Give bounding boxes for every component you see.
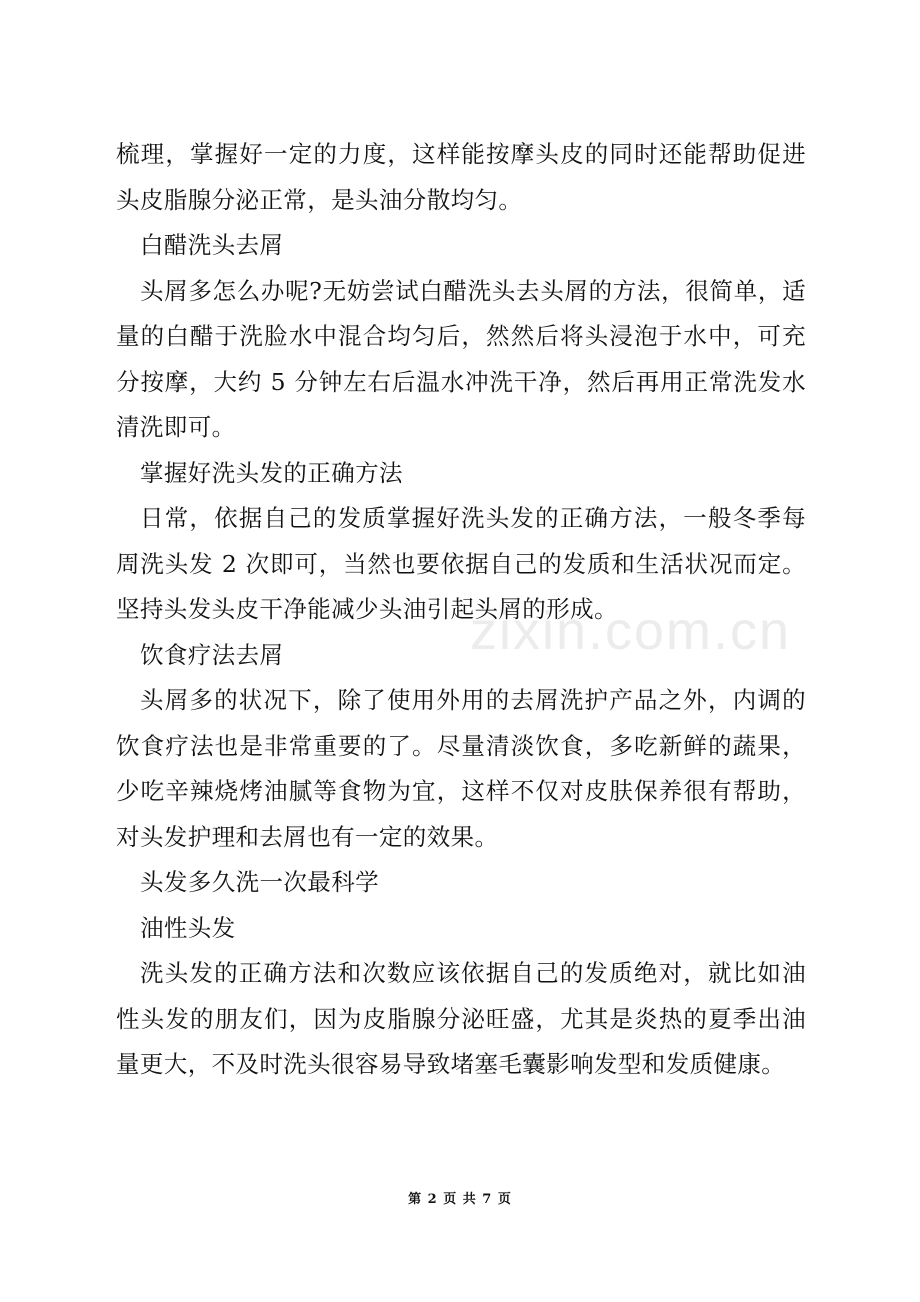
section-heading: 头发多久洗一次最科学 xyxy=(140,868,379,896)
section-heading: 掌握好洗头发的正确方法 xyxy=(140,458,403,487)
paragraph: 头屑多怎么办呢?无妨尝试白醋洗头去头屑的方法，很简单，适量的白醋于洗脸水中混合均匀后，然然后将头浸泡于水中，可充分按摩，大约 5 分钟左右后温水冲洗干净，然后再用正常洗发水清洗即可。 xyxy=(116,276,806,441)
section-heading: 白醋洗头去屑 xyxy=(140,231,284,259)
section-heading: 饮食疗法去屑 xyxy=(140,640,284,669)
document-body xyxy=(116,132,806,1088)
section-heading: 油性头发 xyxy=(140,913,236,942)
paragraph: 头屑多的状况下，除了使用外用的去屑洗护产品之外，内调的饮食疗法也是非常重要的了。尽量清淡饮食，多吃新鲜的蔬果，少吃辛辣烧烤油腻等食物为宜，这样不仅对皮肤保养很有帮助，对头发护理和去屑也有一定的效果。 xyxy=(116,686,806,851)
page-number-footer: 第 2 页 共 7 页 xyxy=(408,1192,512,1207)
paragraph: 梳理，掌握好一定的力度，这样能按摩头皮的同时还能帮助促进头皮脂腺分泌正常，是头油分散均匀。 xyxy=(116,140,806,214)
paragraph: 洗头发的正确方法和次数应该依据自己的发质绝对，就比如油性头发的朋友们，因为皮脂腺分泌旺盛，尤其是炎热的夏季出油量更大，不及时洗头很容易导致堵塞毛囊影响发型和发质健康。 xyxy=(116,959,806,1078)
paragraph: 日常，依据自己的发质掌握好洗头发的正确方法，一般冬季每周洗头发 2 次即可，当然也要依据自己的发质和生活状况而定。坚持头发头皮干净能减少头油引起头屑的形成。 xyxy=(116,504,806,623)
watermark: zixin.com.cn xyxy=(470,601,792,661)
